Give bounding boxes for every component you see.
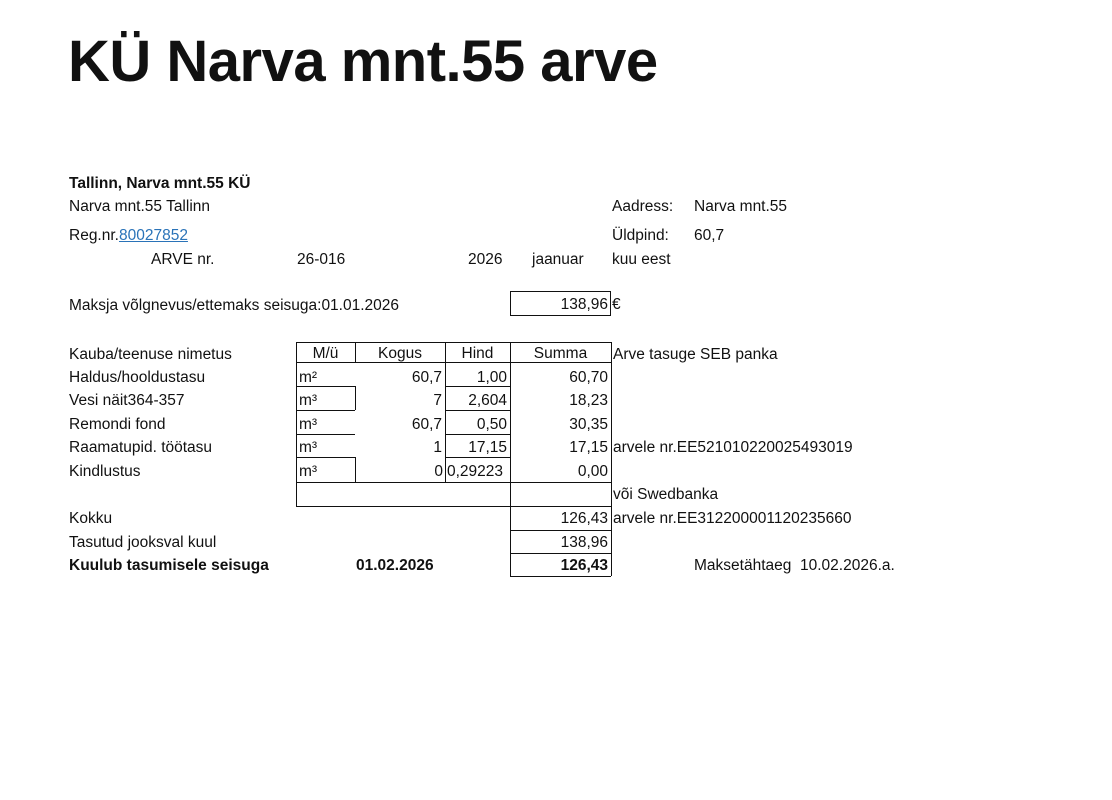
header-qty: Kogus bbox=[378, 345, 422, 362]
unit-box-bottom-2 bbox=[296, 410, 355, 411]
table-row-unit: m³ bbox=[299, 416, 318, 433]
table-row-unit: m² bbox=[299, 369, 318, 386]
table-row-name: Vesi näit364-357 bbox=[69, 392, 185, 409]
table-row-price: 0,29223 bbox=[447, 463, 504, 480]
aadress-value: Narva mnt.55 bbox=[694, 198, 788, 215]
kokku-label: Kokku bbox=[69, 510, 113, 527]
aadress-label: Aadress: bbox=[612, 198, 674, 215]
table-row-sum: 17,15 bbox=[569, 439, 608, 456]
table-empty-row-bottom bbox=[296, 506, 611, 507]
table-row-unit: m³ bbox=[299, 463, 318, 480]
table-row-price: 0,50 bbox=[476, 416, 507, 433]
unit-line-4 bbox=[296, 457, 355, 458]
table-top-line bbox=[296, 342, 611, 343]
table-row-unit: m³ bbox=[299, 439, 318, 456]
reg-label: Reg.nr. bbox=[69, 227, 119, 244]
balance-label bbox=[69, 297, 399, 315]
table-row-sum: 30,35 bbox=[569, 416, 608, 433]
currency-symbol: € bbox=[612, 296, 621, 313]
arve-label: ARVE nr. bbox=[151, 251, 215, 268]
table-row-price: 1,00 bbox=[476, 369, 507, 386]
unit-line-3 bbox=[296, 434, 355, 435]
table-row-price: 2,604 bbox=[468, 392, 507, 409]
paid-label: Tasutud jooksval kuul bbox=[69, 534, 217, 551]
deadline bbox=[694, 557, 895, 575]
table-row-sum: 60,70 bbox=[569, 369, 608, 386]
table-row-name: Raamatupid. töötasu bbox=[69, 439, 213, 456]
kokku-value: 126,43 bbox=[560, 510, 608, 527]
uldpind-value: 60,7 bbox=[694, 227, 725, 244]
balance-date: 01.01.2026 bbox=[321, 297, 400, 314]
sum-line-paid bbox=[510, 553, 611, 554]
price-underline-3 bbox=[445, 434, 510, 435]
sum-line-kokku bbox=[510, 530, 611, 531]
table-row-qty: 60,7 bbox=[411, 416, 442, 433]
company-address: Narva mnt.55 Tallinn bbox=[69, 198, 211, 215]
table-row-qty: 60,7 bbox=[411, 369, 442, 386]
table-row-name: Kindlustus bbox=[69, 463, 141, 480]
due-date: 01.02.2026 bbox=[356, 557, 434, 574]
header-name: Kauba/teenuse nimetus bbox=[69, 346, 232, 363]
invoice-year: 2026 bbox=[468, 251, 503, 268]
table-row-sum: 0,00 bbox=[577, 463, 608, 480]
col-sum-line bbox=[611, 342, 612, 576]
table-row-price: 17,15 bbox=[468, 439, 507, 456]
price-underline-4 bbox=[445, 457, 510, 458]
period-suffix: kuu eest bbox=[612, 251, 671, 268]
payment-seb-line: Arve tasuge SEB panka bbox=[613, 346, 778, 363]
deadline-value: 10.02.2026.a. bbox=[800, 557, 895, 574]
deadline-label: Maksetähtaeg bbox=[694, 557, 792, 574]
invoice-month: jaanuar bbox=[532, 251, 584, 268]
table-row-name: Remondi fond bbox=[69, 416, 166, 433]
reg-number-link[interactable]: 80027852 bbox=[118, 227, 188, 244]
table-row-qty: 7 bbox=[433, 392, 442, 409]
payment-swed-line: või Swedbanka bbox=[613, 486, 719, 503]
uldpind-label: Üldpind: bbox=[612, 227, 669, 244]
table-row-qty: 0 bbox=[434, 463, 443, 480]
table-empty-row-top bbox=[296, 482, 611, 483]
balance-label-text: Maksja võlgnevus/ettemaks seisuga: bbox=[69, 297, 322, 314]
table-row-sum: 18,23 bbox=[569, 392, 608, 409]
header-price: Hind bbox=[461, 345, 494, 362]
seb-account-number: arvele nr.EE521010220025493019 bbox=[613, 439, 853, 456]
swed-account-number: arvele nr.EE312200001120235660 bbox=[613, 510, 852, 527]
table-row-unit: m³ bbox=[299, 392, 318, 409]
col-qty-line bbox=[445, 342, 446, 482]
paid-value: 138,96 bbox=[560, 534, 608, 551]
price-underline-2 bbox=[445, 410, 510, 411]
table-row-name: Haldus/hooldustasu bbox=[69, 369, 206, 386]
due-value: 126,43 bbox=[560, 557, 608, 574]
header-sum: Summa bbox=[533, 345, 588, 362]
reg-number bbox=[69, 227, 188, 245]
table-row-qty: 1 bbox=[433, 439, 442, 456]
arve-number: 26-016 bbox=[297, 251, 346, 268]
sum-line-due bbox=[510, 576, 611, 577]
company-name: Tallinn, Narva mnt.55 KÜ bbox=[69, 175, 251, 192]
due-label: Kuulub tasumisele seisuga bbox=[69, 557, 269, 574]
page-title: KÜ Narva mnt.55 arve bbox=[68, 29, 658, 94]
header-unit: M/ü bbox=[312, 345, 339, 362]
balance-value: 138,96 bbox=[560, 296, 608, 313]
